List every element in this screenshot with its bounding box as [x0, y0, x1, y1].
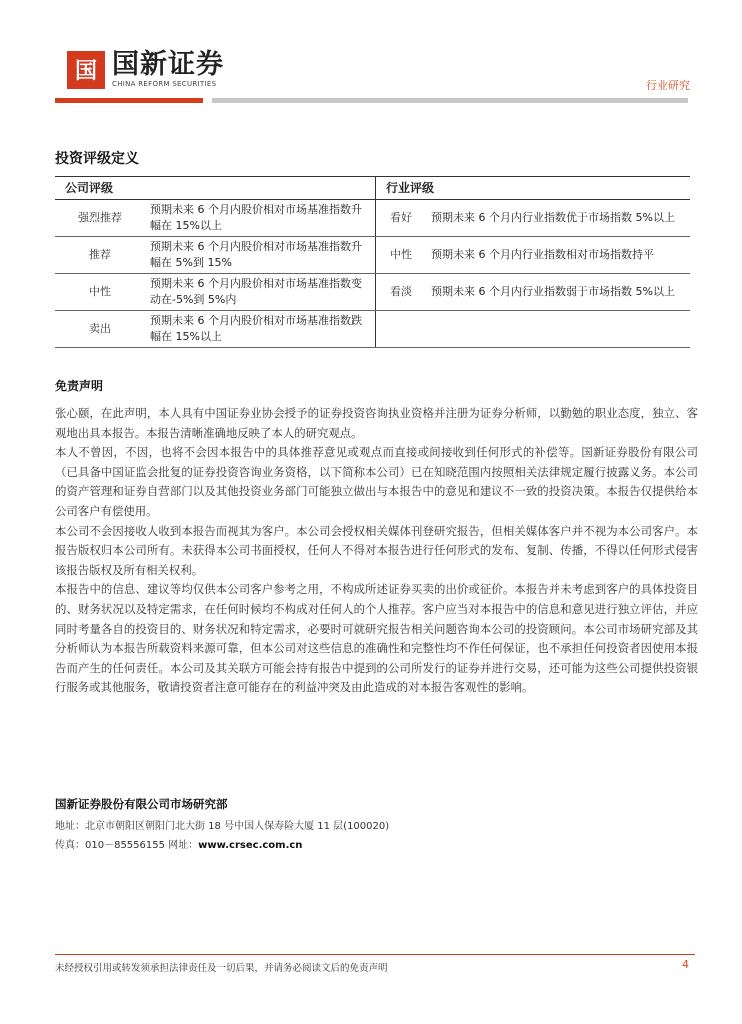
rating-section-title: 投资评级定义 — [55, 151, 139, 167]
table-row — [55, 311, 690, 348]
rating-definition-table — [55, 176, 690, 348]
industry-rating-cell: 中性 — [376, 237, 427, 274]
industry-desc-cell: 预期未来 6 个月内行业指数优于市场指数 5%以上 — [426, 200, 690, 237]
company-rating-cell: 推荐 — [55, 237, 145, 274]
logo-chinese-name: 国新证券 — [112, 49, 224, 80]
logo-english-name: CHINA REFORM SECURITIES — [112, 80, 217, 88]
company-fax-web — [55, 836, 302, 851]
header-bar-accent — [55, 98, 203, 103]
company-desc-cell: 预期未来 6 个月内股价相对市场基准指数跌幅在 15%以上 — [145, 311, 376, 348]
company-rating-cell: 卖出 — [55, 311, 145, 348]
company-address: 地址：北京市朝阳区朝阳门北大街 18 号中国人保寿险大厦 11 层(100020) — [55, 821, 390, 832]
company-desc-cell: 预期未来 6 个月内股价相对市场基准指数升幅在 5%到 15% — [145, 237, 376, 274]
logo-text — [112, 50, 224, 89]
industry-rating-cell — [376, 311, 427, 348]
disclaimer-paragraph: 张心颐，在此声明，本人具有中国证券业协会授予的证券投资咨询执业资格并注册为证券分析师，以勤勉的职业态度，独立、客观地出具本报告。本报告清晰准确地反映了本人的研究观点。 — [55, 406, 698, 440]
company-desc-cell: 预期未来 6 个月内股价相对市场基准指数变动在-5%到 5%内 — [145, 274, 376, 311]
company-desc-cell: 预期未来 6 个月内股价相对市场基准指数升幅在 15%以上 — [145, 200, 376, 237]
brand-logo — [67, 47, 224, 92]
footer-divider — [55, 954, 695, 955]
company-rating-header: 公司评级 — [55, 177, 376, 200]
company-rating-cell: 强烈推荐 — [55, 200, 145, 237]
disclaimer-paragraph: 本公司不会因接收人收到本报告而视其为客户。本公司会授权相关媒体刊登研究报告，但相关媒体客户并不视为本公司客户。本报告版权归本公司所有。未获得本公司书面授权，任何人不得对本报告进行任何形式的发布、复制、传播，不得以任何形式侵害该报告版权及所有相关权利。 — [55, 523, 698, 577]
industry-desc-cell: 预期未来 6 个月内行业指数相对市场指数持平 — [426, 237, 690, 274]
disclaimer-paragraph: 本报告中的信息、建议等均仅供本公司客户参考之用，不构成所述证券买卖的出价或征价。本报告并未考虑到客户的具体投资目的、财务状况以及特定需求，在任何时候均不构成对任何人的个人推荐。客户应当对本报告中的信息和意见进行独立评估，并应同时考量各自的投资目的、财务状况和特定需求，必要时可就研究报告相关问题咨询本公司的投资顾问。本公司市场研究部及其分析师认为本报告所载资料来源可靠，但本公司对这些信息的准确性和完整性均不作任何保证，也不承担任何投资者因使用本报告而产生的任何责任。本公司及其关联方可能会持有报告中提到的公司所发行的证券并进行交易，还可能为这些公司提供投资银行服务或其他服务，敬请投资者注意可能存在的利益冲突及由此造成的对本报告客观性的影响。 — [55, 582, 698, 695]
industry-rating-header: 行业评级 — [376, 177, 691, 200]
industry-rating-cell: 看淡 — [376, 274, 427, 311]
disclaimer-title: 免责声明 — [55, 379, 104, 393]
website-link[interactable]: www.crsec.com.cn — [198, 840, 303, 851]
table-row — [55, 200, 690, 237]
industry-desc-cell — [426, 311, 690, 348]
section-label: 行业研究 — [646, 79, 690, 92]
page-number: 4 — [682, 958, 689, 971]
table-header-row — [55, 177, 690, 200]
company-name: 国新证券股份有限公司市场研究部 — [55, 797, 228, 811]
company-rating-cell: 中性 — [55, 274, 145, 311]
fax-text: 传真：010－85556155 网址： — [55, 840, 199, 851]
disclaimer-body — [55, 404, 698, 698]
footer-notice: 未经授权引用或转发须承担法律责任及一切后果，并请务必阅读文后的免责声明 — [55, 963, 388, 974]
table-row — [55, 237, 690, 274]
table-row — [55, 274, 690, 311]
disclaimer-paragraph: 本人不曾因，不因，也将不会因本报告中的具体推荐意见或观点而直接或间接收到任何形式的补偿等。国新证券股份有限公司（已具备中国证监会批复的证券投资咨询业务资格，以下简称本公司）已在知晓范围内按照相关法律规定履行披露义务。本公司的资产管理和证券自营部门以及其他投资业务部门可能独立做出与本报告中的意见和建议不一致的投资决策。本报告仅提供给本公司客户有偿使用。 — [55, 445, 698, 518]
logo-mark-icon: 国 — [67, 51, 105, 89]
header-bar-gray — [212, 98, 688, 103]
industry-desc-cell: 预期未来 6 个月内行业指数弱于市场指数 5%以上 — [426, 274, 690, 311]
industry-rating-cell: 看好 — [376, 200, 427, 237]
